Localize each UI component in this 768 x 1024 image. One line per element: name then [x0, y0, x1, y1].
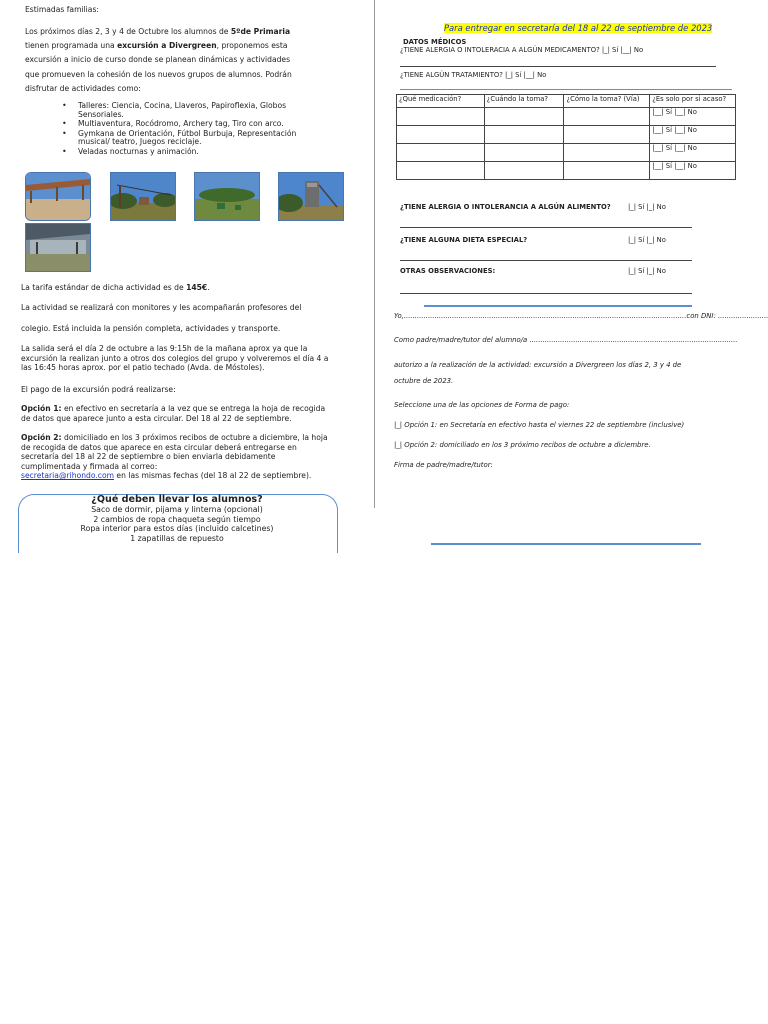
departure-line: excursión la realizan junto a otros dos colegios del grupo y volveremos el día 4 a — [21, 353, 329, 363]
departure-line: La salida será el día 2 de octubre a las 9:15h de la mañana aprox ya que la — [21, 344, 308, 353]
departure-line: las 16:45 horas aprox. por el patio techado (Avda. de Móstoles). — [21, 363, 265, 372]
student-name-line[interactable]: Como padre/madre/tutor del alumno/a ............................................................................................... — [394, 336, 738, 344]
answer-line[interactable] — [400, 227, 692, 228]
greeting: Estimadas familias: — [25, 5, 99, 14]
price-text: . — [207, 283, 210, 292]
answer-line[interactable] — [400, 66, 716, 67]
payment-option-2-checkbox[interactable]: |_| Opción 2: domiciliado en los 3 próximo recibos de octubre a diciembre. — [394, 441, 651, 449]
email-link[interactable]: secretaria@rihondo.com — [21, 471, 115, 480]
deadline-banner — [444, 16, 712, 35]
table-header-row — [397, 95, 736, 108]
option2-text: secretaría del 18 al 22 de septiembre o bien enviarla debidamente — [21, 452, 276, 461]
table-cell[interactable] — [564, 126, 650, 144]
list-item: • Veladas nocturnas y animación. — [62, 148, 322, 157]
column-divider — [374, 0, 375, 508]
intro-text: , proponemos esta — [216, 41, 288, 50]
price-line — [21, 283, 210, 293]
parent-name-line[interactable]: Yo,.................................................................................................................................con DNI: ....................... — [394, 312, 768, 320]
option2-paragraph — [21, 433, 328, 481]
answer-line — [400, 89, 732, 90]
option2-text: en las mismas fechas (del 18 al 22 de septiembre). — [114, 471, 312, 480]
table-row — [397, 144, 736, 162]
signature-label: Firma de padre/madre/tutor: — [394, 461, 493, 469]
yes-no-cell[interactable]: |__| Sí |__| No — [650, 144, 736, 162]
photo-indoor-hall — [25, 223, 91, 272]
intro-line-2 — [25, 41, 288, 51]
column-header: ¿Cómo la toma? (Vía) — [564, 95, 650, 108]
table-row — [397, 126, 736, 144]
intro-line-1 — [25, 27, 290, 37]
intro-line-5: disfrutar de actividades como: — [25, 84, 141, 93]
deadline-text: Para entregar en secretaría del 18 al 22 de septiembre de 2023 — [444, 23, 713, 33]
table-cell[interactable] — [484, 144, 564, 162]
yes-no-cell[interactable]: |__| Sí |__| No — [650, 126, 736, 144]
intro-line-4: que promueven la cohesión de los nuevos grupos de alumnos. Podrán — [25, 70, 292, 79]
question-treatment: ¿TIENE ALGÚN TRATAMIENTO? |_| Sí |__| No — [400, 71, 547, 79]
option2-text: domiciliado en los 3 próximos recibos de octubre a diciembre, la hoja — [61, 433, 328, 442]
yes-no-cell[interactable]: |__| Sí |__| No — [650, 162, 736, 180]
list-item: 1 zapatillas de repuesto — [130, 533, 224, 543]
activities-list — [62, 102, 322, 158]
table-cell[interactable] — [484, 126, 564, 144]
option2-text: de recogida de datos que aparece en esta circular deberá entregarse en — [21, 442, 297, 452]
column-header: ¿Es solo por si acaso? — [650, 95, 736, 108]
question-food-allergy: ¿TIENE ALERGIA O INTOLERANCIA A ALGÚN ALIMENTO? — [400, 203, 611, 211]
table-row — [397, 108, 736, 126]
food-allergy-yes-no[interactable]: |_| Sí |_| No — [628, 203, 666, 211]
answer-line[interactable] — [400, 293, 692, 294]
table-cell[interactable] — [484, 162, 564, 180]
diet-yes-no[interactable]: |_| Sí |_| No — [628, 236, 666, 244]
answer-line[interactable] — [400, 260, 692, 261]
yes-no-cell[interactable]: |__| Sí |__| No — [650, 108, 736, 126]
table-cell[interactable] — [397, 126, 485, 144]
list-item: Ropa interior para estos días (incluido calcetines) — [80, 524, 274, 533]
what-to-bring-title: ¿Qué deben llevar los alumnos? — [91, 494, 263, 505]
intro-text: Los próximos días 2, 3 y 4 de Octubre los alumnos de — [25, 27, 231, 36]
option2-text: cumplimentada y firmada al correo: — [21, 461, 158, 471]
question-special-diet: ¿TIENE ALGUNA DIETA ESPECIAL? — [400, 236, 528, 244]
observations-yes-no[interactable]: |_| Sí |_| No — [628, 267, 666, 275]
table-cell[interactable] — [397, 144, 485, 162]
table-cell[interactable] — [397, 108, 485, 126]
price-text: La tarifa estándar de dicha actividad es de — [21, 283, 187, 292]
list-item: • Talleres: Ciencia, Cocina, Llaveros, Papiroflexia, Globos Sensoriales. — [62, 102, 322, 119]
column-header: ¿Cuándo la toma? — [484, 95, 564, 108]
medical-section-title: DATOS MÉDICOS — [403, 38, 467, 46]
intro-line-3: excursión a inicio de curso donde se planean dinámicas y actividades — [25, 55, 291, 64]
list-item: 2 cambios de ropa chaqueta según tiempo — [93, 514, 261, 524]
what-to-bring-box — [18, 494, 336, 543]
table-cell[interactable] — [397, 162, 485, 180]
column-header: ¿Qué medicación? — [397, 95, 485, 108]
photo-covered-patio — [25, 172, 91, 221]
payment-intro: El pago de la excursión podrá realizarse: — [21, 385, 176, 394]
intro-text: tienen programada una — [25, 41, 118, 50]
table-row — [397, 162, 736, 180]
monitors-line-2: colegio. Está incluida la pensión completa, actividades y transporte. — [21, 324, 281, 333]
grade-highlight: 5ºde Primaria — [230, 27, 291, 36]
table-cell[interactable] — [564, 108, 650, 126]
table-cell[interactable] — [564, 162, 650, 180]
list-item: • Gymkana de Orientación, Fútbol Burbuja, Representación musical/ teatro, Juegos reciclaje. — [62, 130, 322, 147]
option1-text: en efectivo en secretaría a la vez que se entrega la hoja de recogida — [61, 404, 326, 413]
payment-option-1-checkbox[interactable]: |_| Opción 1: en Secretaría en efectivo hasta el viernes 22 de septiembre (inclusive) — [394, 421, 685, 429]
price-amount: 145€ — [186, 283, 208, 292]
medication-table — [396, 94, 736, 180]
question-medication-allergy: ¿TIENE ALERGIA O INTOLERACIA A ALGÚN MEDICAMENTO? |_| Sí |__| No — [400, 46, 644, 54]
photo-zipline — [110, 172, 176, 221]
option2-label: Opción 2: — [21, 433, 62, 442]
departure-paragraph — [21, 344, 328, 373]
list-item: • Multiaventura, Rocódromo, Archery tag, Tiro con arco. — [62, 120, 322, 129]
question-observations: OTRAS OBSERVACIONES: — [400, 267, 496, 275]
table-cell[interactable] — [484, 108, 564, 126]
option1-paragraph — [21, 404, 325, 423]
excursion-highlight: excursión a Divergreen — [117, 41, 217, 50]
list-item: Saco de dormir, pijama y linterna (opcional) — [91, 505, 263, 514]
authorization-line-2: octubre de 2023. — [394, 377, 454, 385]
option1-label: Opción 1: — [21, 404, 62, 413]
monitors-line-1: La actividad se realizará con monitores y les acompañarán profesores del — [21, 303, 302, 312]
photo-field — [194, 172, 260, 221]
option1-text: de datos que aparece junto a esta circular. Del 18 al 22 de septiembre. — [21, 413, 292, 423]
signature-line[interactable] — [431, 543, 701, 545]
photo-climbing-tower — [278, 172, 344, 221]
section-separator — [424, 305, 692, 307]
table-cell[interactable] — [564, 144, 650, 162]
authorization-line-1: autorizo a la realización de la actividad: excursión a Divergreen los días 2, 3 y 4 de — [394, 361, 682, 369]
payment-select-prompt: Seleccione una de las opciones de Forma de pago: — [394, 401, 570, 409]
